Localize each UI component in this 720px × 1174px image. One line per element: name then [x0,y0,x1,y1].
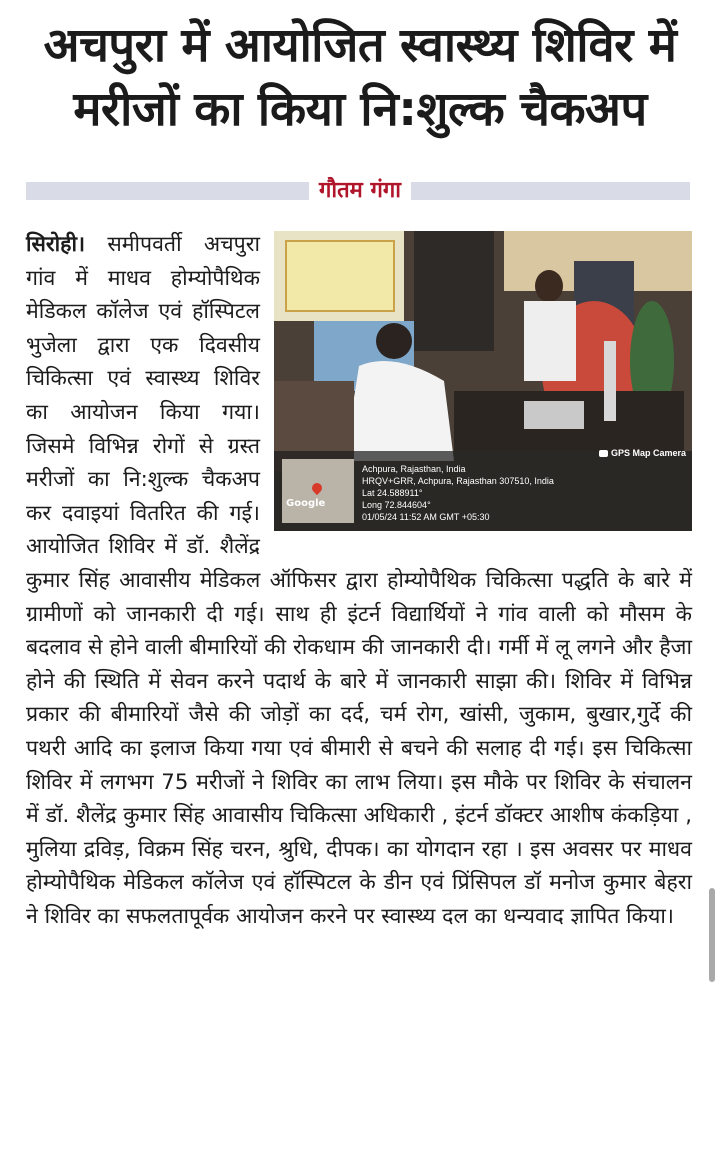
gps-details [362,463,554,523]
gps-tag-label: GPS Map Camera [610,448,686,458]
scrollbar-thumb[interactable] [709,888,715,982]
gps-mini-map [282,459,354,523]
gps-tag [599,437,686,471]
dateline: सिरोही। [26,232,86,257]
gps-line: HRQV+GRR, Achpura, Rajasthan 307510, India [362,476,554,486]
gps-line: 01/05/24 11:52 AM GMT +05:30 [362,512,490,522]
byline [0,174,720,208]
gps-line: Lat 24.588911° [362,488,423,498]
article-photo [274,231,692,531]
gps-line: Long 72.844604° [362,500,431,510]
article-text: समीपवर्ती अचपुरा गांव में माधव होम्योपैथिक मेडिकल कॉलेज एवं हॉस्पिटल भुजेला द्वारा एक दिवसीय चिकित्सा एवं स्वास्थ्य शिविर का आयोजन किया गया। जिसमे विभिन्न रोगों से ग्रस्त मरीजों का नि:शुल्क चैकअप कर दवाइयां वितरित की गई। आयोजित शिविर में डॉ. शैलेंद्र कुमार सिंह आवासीय मेडिकल ऑफिसर द्वारा होम्योपैथिक चिकित्सा पद्धति के बारे में ग्रामीणों को जानकारी दी गई। साथ ही इंटर्न विद्यार्थियों ने गांव वाली को मौसम के बदलाव से होने वाली बीमारियों की रोकधाम की जानकारी दी। गर्मी में लू लगने और हैजा होने की स्थिति में सेवन करने पदार्थ के बारे में जानकारी साझा की। शिविर में विभिन्न प्रकार की बीमारियों जैसे की जोड़ों का दर्द, चर्म रोग, खांसी, जुकाम, बुखार,गुर्दे की पथरी आदि का इलाज किया गया एवं बीमारी से बचने की सलाह दी गई। इस चिकित्सा शिविर में लगभग 75 मरीजों ने शिविर का लाभ लिया। इस मौके पर शिविर के संचालन में डॉ. शैलेंद्र कुमार सिंह आवासीय चिकित्सा अधिकारी , इंटर्न डॉक्टर आशीष कंकड़िया , मुलिया द्रविड़, विक्रम सिंह चरन, श्रुधि, दीपक। का योगदान रहा । इस अवसर पर माधव होम्योपैथिक मेडिकल कॉलेज एवं हॉस्पिटल के डीन एवं प्रिंसिपल डॉ मनोज कुमार बेहरा ने शिविर का सफलतापूर्वक आयोजन करने पर स्वास्थ्य दल का धन्यवाद ज्ञापित किया। [26,232,692,929]
byline-text: गौतम गंगा [309,178,411,203]
map-logo: Google [286,498,326,510]
gps-overlay [274,448,692,531]
gps-line: Achpura, Rajasthan, India [362,464,466,474]
camera-icon [599,450,608,457]
headline: अचपुरा में आयोजित स्वास्थ्य शिविर में मरीजों का किया नि:शुल्क चैकअप [43,18,677,137]
article-body [26,228,692,933]
